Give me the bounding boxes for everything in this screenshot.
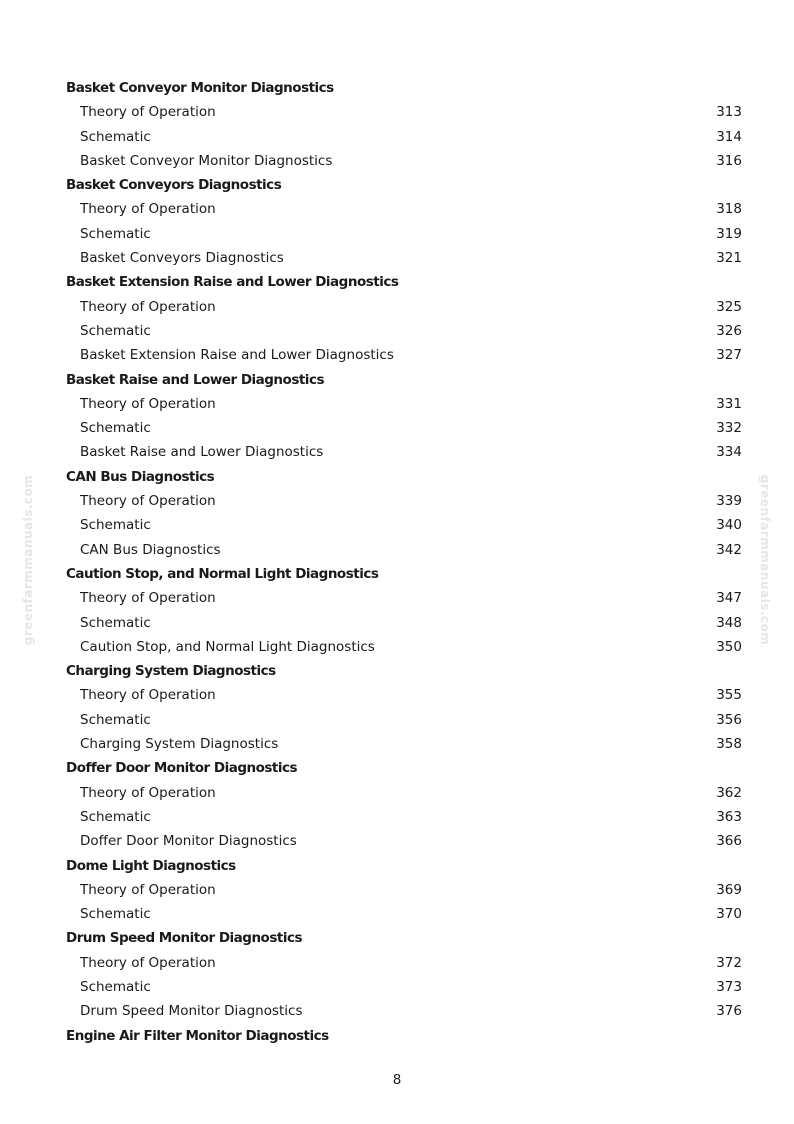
- watermark-left: greenfarmmanuals.com: [21, 474, 35, 646]
- toc-entry[interactable]: [66, 878, 742, 902]
- toc-entry[interactable]: [66, 683, 742, 707]
- toc-entry[interactable]: [66, 732, 742, 756]
- toc-entry-label: Charging System Diagnostics: [80, 736, 279, 753]
- toc-entry-page-number: 334: [716, 444, 742, 461]
- toc-entry-label: Theory of Operation: [80, 201, 216, 218]
- toc-entry-label: Theory of Operation: [80, 104, 216, 121]
- toc-entry-page-number: 355: [716, 687, 742, 704]
- toc-entry[interactable]: [66, 440, 742, 464]
- toc-entry-label: Theory of Operation: [80, 687, 216, 704]
- toc-entry[interactable]: [66, 319, 742, 343]
- toc-entry[interactable]: [66, 805, 742, 829]
- toc-entry-page-number: 321: [716, 250, 742, 267]
- toc-section: [66, 76, 742, 173]
- toc-entry-label: Schematic: [80, 906, 151, 923]
- toc-entry-page-number: 356: [716, 711, 742, 728]
- toc-entry-page-number: 376: [716, 1003, 742, 1020]
- page-number: 8: [392, 1072, 402, 1088]
- toc-section-title[interactable]: Caution Stop, and Normal Light Diagnostics: [66, 565, 379, 582]
- toc-section-title[interactable]: Charging System Diagnostics: [66, 663, 276, 680]
- toc-entry-page-number: 318: [716, 201, 742, 218]
- toc-entry-label: Schematic: [80, 322, 151, 339]
- toc-entry[interactable]: [66, 975, 742, 999]
- toc-entry-page-number: 370: [716, 906, 742, 923]
- toc-entry-page-number: 350: [716, 638, 742, 655]
- toc-entry-label: Schematic: [80, 614, 151, 631]
- toc-entry-page-number: 339: [716, 493, 742, 510]
- toc-entry-label: Schematic: [80, 517, 151, 534]
- toc-section-title[interactable]: Doffer Door Monitor Diagnostics: [66, 760, 298, 777]
- toc-entry-label: Basket Conveyor Monitor Diagnostics: [80, 152, 333, 169]
- toc-section-title[interactable]: Basket Raise and Lower Diagnostics: [66, 371, 324, 388]
- toc-section-title[interactable]: Dome Light Diagnostics: [66, 857, 236, 874]
- toc-entry-label: Schematic: [80, 711, 151, 728]
- toc-section: [66, 173, 742, 270]
- toc-entry-page-number: 366: [716, 833, 742, 850]
- toc-entry-label: Schematic: [80, 808, 151, 825]
- toc-entry-label: Basket Extension Raise and Lower Diagnostics: [80, 347, 394, 364]
- toc-entry[interactable]: [66, 538, 742, 562]
- toc-entry-page-number: 331: [716, 395, 742, 412]
- toc-entry-label: Schematic: [80, 978, 151, 995]
- toc-entry-page-number: 313: [716, 104, 742, 121]
- toc-entry-page-number: 362: [716, 784, 742, 801]
- toc-entry-page-number: 327: [716, 347, 742, 364]
- toc-entry[interactable]: [66, 513, 742, 537]
- toc-entry-label: Theory of Operation: [80, 784, 216, 801]
- toc-entry[interactable]: [66, 295, 742, 319]
- toc-entry-label: Basket Raise and Lower Diagnostics: [80, 444, 324, 461]
- toc-entry[interactable]: [66, 708, 742, 732]
- toc-entry-page-number: 348: [716, 614, 742, 631]
- toc-section-title[interactable]: Basket Conveyors Diagnostics: [66, 177, 282, 194]
- toc-entry-page-number: 316: [716, 152, 742, 169]
- toc-section-title[interactable]: Drum Speed Monitor Diagnostics: [66, 930, 302, 947]
- toc-entry[interactable]: [66, 392, 742, 416]
- toc-entry[interactable]: [66, 829, 742, 853]
- toc-entry[interactable]: [66, 416, 742, 440]
- toc-section-title[interactable]: Basket Conveyor Monitor Diagnostics: [66, 80, 334, 96]
- toc-entry[interactable]: [66, 611, 742, 635]
- toc-section: [66, 1024, 742, 1048]
- toc-entry-page-number: 372: [716, 954, 742, 971]
- toc-section-title[interactable]: Basket Extension Raise and Lower Diagnostics: [66, 274, 399, 291]
- toc-entry-label: Schematic: [80, 420, 151, 437]
- toc-entry-label: Schematic: [80, 225, 151, 242]
- toc-entry-page-number: 325: [716, 298, 742, 315]
- toc-entry[interactable]: [66, 246, 742, 270]
- table-of-contents: [66, 76, 742, 1048]
- toc-entry-page-number: 347: [716, 590, 742, 607]
- toc-entry-label: Theory of Operation: [80, 881, 216, 898]
- toc-section: [66, 659, 742, 756]
- toc-entry-label: Theory of Operation: [80, 590, 216, 607]
- toc-entry-page-number: 332: [716, 420, 742, 437]
- toc-entry[interactable]: [66, 951, 742, 975]
- toc-entry[interactable]: [66, 635, 742, 659]
- toc-entry[interactable]: [66, 586, 742, 610]
- toc-section: [66, 854, 742, 927]
- toc-entry-page-number: 314: [716, 128, 742, 145]
- toc-entry[interactable]: [66, 999, 742, 1023]
- toc-entry-page-number: 319: [716, 225, 742, 242]
- toc-section: [66, 926, 742, 1023]
- toc-section: [66, 368, 742, 465]
- toc-entry-label: Theory of Operation: [80, 298, 216, 315]
- toc-entry-label: Theory of Operation: [80, 954, 216, 971]
- toc-entry-page-number: 358: [716, 736, 742, 753]
- toc-entry-label: Doffer Door Monitor Diagnostics: [80, 833, 297, 850]
- toc-entry-label: Theory of Operation: [80, 493, 216, 510]
- toc-entry-label: CAN Bus Diagnostics: [80, 541, 221, 558]
- toc-entry[interactable]: [66, 222, 742, 246]
- toc-entry-page-number: 340: [716, 517, 742, 534]
- toc-entry-page-number: 369: [716, 881, 742, 898]
- toc-entry[interactable]: [66, 197, 742, 221]
- toc-entry[interactable]: [66, 125, 742, 149]
- toc-entry-label: Caution Stop, and Normal Light Diagnostics: [80, 638, 375, 655]
- toc-section: [66, 270, 742, 367]
- toc-entry[interactable]: [66, 149, 742, 173]
- toc-entry[interactable]: [66, 902, 742, 926]
- toc-entry-page-number: 373: [716, 978, 742, 995]
- toc-entry-page-number: 363: [716, 808, 742, 825]
- toc-entry[interactable]: [66, 100, 742, 124]
- watermark-right: greenfarmmanuals.com: [758, 474, 772, 646]
- toc-entry-label: Basket Conveyors Diagnostics: [80, 250, 284, 267]
- toc-entry[interactable]: [66, 343, 742, 367]
- toc-section-title[interactable]: CAN Bus Diagnostics: [66, 468, 215, 485]
- toc-section: [66, 562, 742, 659]
- toc-entry-page-number: 342: [716, 541, 742, 558]
- toc-entry-label: Theory of Operation: [80, 395, 216, 412]
- toc-section: [66, 465, 742, 562]
- toc-entry[interactable]: [66, 489, 742, 513]
- toc-section: [66, 756, 742, 853]
- toc-entry-label: Drum Speed Monitor Diagnostics: [80, 1003, 303, 1020]
- toc-entry-page-number: 326: [716, 322, 742, 339]
- toc-entry[interactable]: [66, 781, 742, 805]
- toc-section-title[interactable]: Engine Air Filter Monitor Diagnostics: [66, 1027, 329, 1044]
- toc-entry-label: Schematic: [80, 128, 151, 145]
